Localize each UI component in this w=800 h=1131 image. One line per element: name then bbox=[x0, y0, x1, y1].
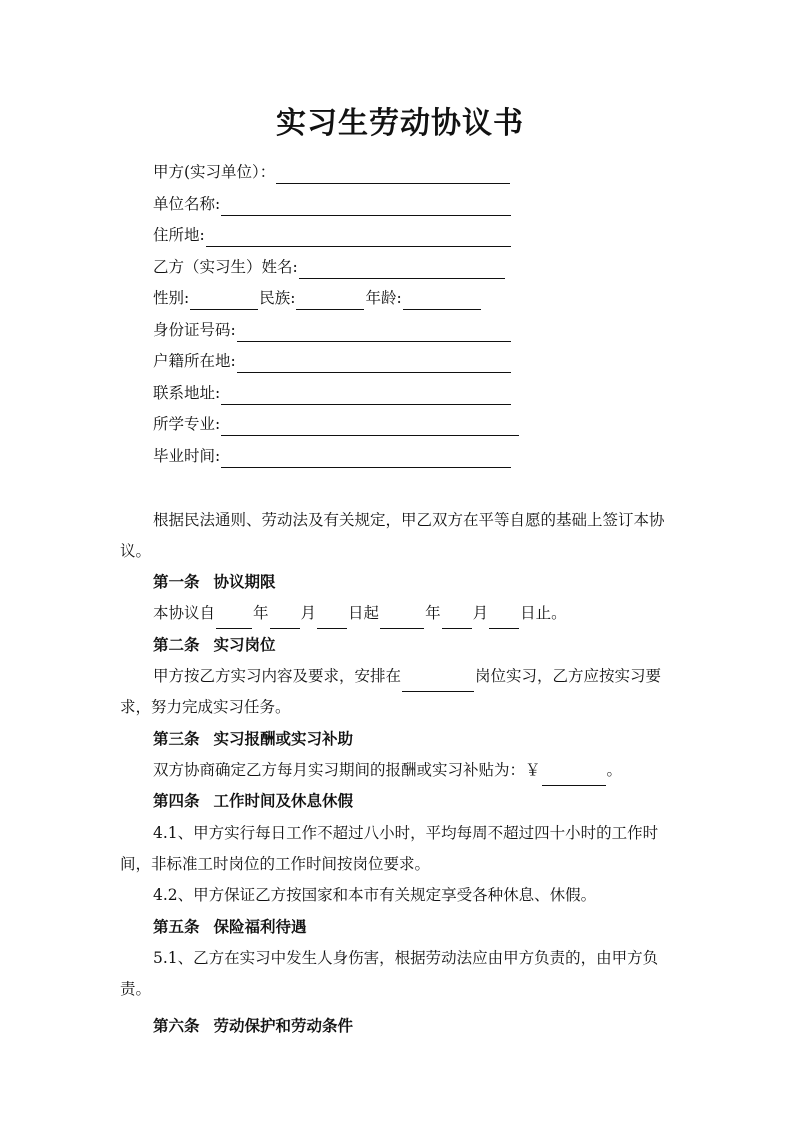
article-3-title: 实习报酬或实习补助 bbox=[213, 730, 354, 748]
article-2-line-1-pre: 甲方按乙方实习内容及要求，安排在 bbox=[153, 667, 402, 685]
unit-name-label: 单位名称: bbox=[153, 195, 221, 213]
start-day-blank[interactable] bbox=[317, 610, 347, 629]
article-5-heading bbox=[153, 912, 719, 943]
end-month-blank[interactable] bbox=[442, 610, 472, 629]
age-label: 年龄: bbox=[365, 289, 402, 307]
article-5-p1-line-2: 责。 bbox=[120, 980, 152, 998]
gender-blank[interactable] bbox=[190, 291, 258, 310]
article-5-p1-line-1: 5.1、乙方在实习中发生人身伤害，根据劳动法应由甲方负责的，由甲方负 bbox=[153, 949, 659, 967]
id-number-field bbox=[153, 318, 512, 342]
article-4-heading bbox=[153, 786, 719, 817]
major-field bbox=[153, 412, 520, 436]
end-day-blank[interactable] bbox=[489, 610, 519, 629]
party-b-name-label: 乙方（实习生）姓名: bbox=[153, 258, 298, 276]
contact-address-blank[interactable] bbox=[221, 386, 511, 405]
article-3-heading bbox=[153, 724, 719, 755]
period-day-end: 日止。 bbox=[520, 604, 567, 622]
article-6-title: 劳动保护和劳动条件 bbox=[213, 1017, 354, 1035]
household-blank[interactable] bbox=[237, 354, 511, 373]
unit-name-field bbox=[153, 192, 512, 216]
ethnicity-label: 民族: bbox=[259, 289, 296, 307]
graduation-blank[interactable] bbox=[221, 449, 511, 468]
article-2-number: 第二条 bbox=[153, 636, 200, 654]
intro-line-2: 议。 bbox=[120, 542, 152, 560]
article-1-heading bbox=[153, 567, 719, 598]
article-2-heading bbox=[153, 630, 719, 661]
household-field bbox=[153, 349, 512, 373]
article-6-heading bbox=[153, 1011, 719, 1042]
document-title: 实习生劳动协议书 bbox=[276, 106, 524, 141]
household-label: 户籍所在地: bbox=[153, 352, 236, 370]
graduation-field bbox=[153, 444, 512, 468]
article-4-p1-line-1: 4.1、甲方实行每日工作不超过八小时，平均每周不超过四十小时的工作时 bbox=[153, 824, 659, 842]
party-b-name-field bbox=[153, 255, 506, 279]
article-2-line-1-post: 岗位实习，乙方应按实习要 bbox=[475, 667, 662, 685]
position-blank[interactable] bbox=[402, 673, 474, 692]
period-year: 年 bbox=[253, 604, 269, 622]
article-3-line bbox=[153, 755, 719, 786]
id-number-blank[interactable] bbox=[237, 323, 511, 342]
id-number-label: 身份证号码: bbox=[153, 321, 236, 339]
age-blank[interactable] bbox=[403, 291, 481, 310]
unit-name-blank[interactable] bbox=[221, 197, 511, 216]
ethnicity-blank[interactable] bbox=[296, 291, 364, 310]
article-3-line-pre: 双方协商确定乙方每月实习期间的报酬或实习补贴为：￥ bbox=[153, 761, 541, 779]
article-4-number: 第四条 bbox=[153, 792, 200, 810]
end-year-blank[interactable] bbox=[380, 610, 424, 629]
article-5-number: 第五条 bbox=[153, 918, 200, 936]
article-1-period bbox=[153, 598, 719, 629]
address-label: 住所地: bbox=[153, 226, 205, 244]
article-2-line-2: 求，努力完成实习任务。 bbox=[120, 698, 291, 716]
party-a-label: 甲方(实习单位）： bbox=[153, 163, 276, 181]
party-b-name-blank[interactable] bbox=[299, 260, 505, 279]
article-6-number: 第六条 bbox=[153, 1017, 200, 1035]
party-a-blank[interactable] bbox=[276, 165, 510, 184]
article-4-p2: 4.2、甲方保证乙方按国家和本市有关规定享受各种休息、休假。 bbox=[153, 886, 597, 904]
period-month-2: 月 bbox=[472, 604, 489, 622]
article-4-title: 工作时间及休息休假 bbox=[213, 792, 354, 810]
article-3-line-post: 。 bbox=[606, 761, 623, 779]
article-3-number: 第三条 bbox=[153, 730, 200, 748]
stipend-blank[interactable] bbox=[542, 767, 606, 786]
graduation-label: 毕业时间: bbox=[153, 447, 221, 465]
contact-address-label: 联系地址: bbox=[153, 384, 221, 402]
article-1-number: 第一条 bbox=[153, 573, 200, 591]
article-5-title: 保险福利待遇 bbox=[213, 918, 307, 936]
contact-address-field bbox=[153, 381, 512, 405]
gender-ethnicity-age-field bbox=[153, 286, 482, 310]
major-blank[interactable] bbox=[221, 417, 519, 436]
major-label: 所学专业: bbox=[153, 415, 221, 433]
address-blank[interactable] bbox=[206, 228, 511, 247]
period-month: 月 bbox=[300, 604, 317, 622]
party-a-field bbox=[153, 160, 511, 184]
article-2-line-1 bbox=[153, 661, 719, 692]
article-1-title: 协议期限 bbox=[213, 573, 276, 591]
start-month-blank[interactable] bbox=[270, 610, 300, 629]
article-4-p1-line-2: 间，非标准工时岗位的工作时间按岗位要求。 bbox=[120, 855, 431, 873]
gender-label: 性别: bbox=[153, 289, 190, 307]
address-field bbox=[153, 223, 512, 247]
start-year-blank[interactable] bbox=[216, 610, 252, 629]
article-2-title: 实习岗位 bbox=[213, 636, 276, 654]
intro-line-1: 根据民法通则、劳动法及有关规定，甲乙双方在平等自愿的基础上签订本协 bbox=[153, 511, 665, 529]
period-year-2: 年 bbox=[425, 604, 441, 622]
period-day-start: 日起 bbox=[348, 604, 380, 622]
period-prefix: 本协议自 bbox=[153, 604, 216, 622]
